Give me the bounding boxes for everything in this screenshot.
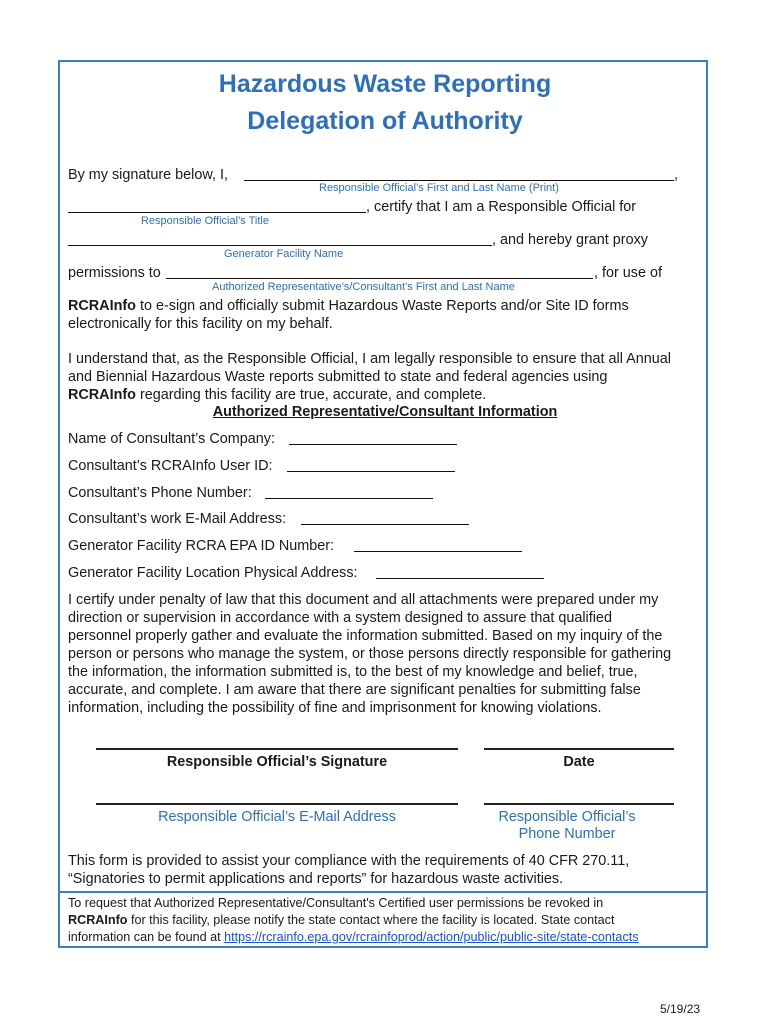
authorized-representative-name-label: Authorized Representative’s/Consultant’s First and Last Name: [212, 281, 515, 293]
phone-number-field[interactable]: [484, 803, 674, 805]
understand-line3-text: regarding this facility are true, accurate, and complete.: [135, 387, 487, 403]
delegation-line1-prefix: By my signature below, I,: [68, 167, 228, 183]
certify-line5: the information, the information submitted is, to the best of my knowledge and belief, true,: [68, 664, 638, 680]
compliance-line2: “Signatories to permit applications and reports” for hazardous waste activities.: [68, 871, 564, 887]
certify-line2: direction or supervision in accordance with a system designed to assure that qualified: [68, 610, 612, 626]
facility-address-field[interactable]: [376, 578, 544, 579]
authorized-representative-name-field[interactable]: [166, 278, 593, 279]
consultant-info-heading: Authorized Representative/Consultant Information: [212, 404, 558, 420]
certify-line6: accurate, and complete. I am aware that there are significant penalties for submitting false: [68, 682, 641, 698]
footer-line2: [68, 912, 614, 929]
consultant-user-id-field[interactable]: [287, 471, 455, 472]
generator-facility-name-label: Generator Facility Name: [224, 248, 344, 260]
form-title-line1: Hazardous Waste Reporting: [218, 70, 552, 98]
rcrainfo-term: RCRAInfo: [68, 298, 136, 314]
form-title-line2: Delegation of Authority: [247, 107, 523, 135]
consultant-company-label: Name of Consultant’s Company:: [68, 431, 275, 447]
responsible-official-name-field[interactable]: [244, 180, 674, 181]
footer-line2-text: for this facility, please notify the state contact where the facility is located. State contact: [127, 913, 615, 927]
certify-line1: I certify under penalty of law that this document and all attachments were prepared under my: [68, 592, 659, 608]
date-stamp: 5/19/23: [660, 1002, 701, 1016]
facility-epa-id-label: Generator Facility RCRA EPA ID Number:: [68, 538, 335, 554]
signature-label: Responsible Official’s Signature: [166, 754, 388, 770]
consultant-company-field[interactable]: [289, 444, 457, 445]
consultant-user-id-label: Consultant’s RCRAInfo User ID:: [68, 458, 273, 474]
consultant-email-label: Consultant’s work E-Mail Address:: [68, 511, 287, 527]
footer-line1: To request that Authorized Representative/Consultant's Certified user permissions be revoked in: [68, 896, 604, 910]
understand-line1: I understand that, as the Responsible Official, I am legally responsible to ensure that all Annual: [68, 351, 671, 367]
phone-label-line1: Responsible Official’s: [498, 809, 636, 825]
delegation-line2-suffix: , certify that I am a Responsible Official for: [366, 199, 637, 215]
certify-line7: information, including the possibility of fine and imprisonment for knowing violations.: [68, 700, 602, 716]
consultant-phone-label: Consultant’s Phone Number:: [68, 485, 252, 501]
delegation-line5-text: to e-sign and officially submit Hazardous Waste Reports and/or Site ID forms: [135, 298, 629, 314]
responsible-official-title-field[interactable]: [68, 212, 366, 213]
rcrainfo-term: RCRAInfo: [68, 913, 128, 927]
understand-line3: [68, 386, 486, 404]
responsible-official-title-label: Responsible Official’s Title: [141, 215, 269, 227]
footer-line3-text: information can be found at: [68, 930, 225, 944]
email-address-field[interactable]: [96, 803, 458, 805]
delegation-line6: electronically for this facility on my behalf.: [68, 316, 333, 332]
understand-line2: and Biennial Hazardous Waste reports submitted to state and federal agencies using: [68, 369, 608, 385]
certify-line4: person or persons who manage the system, or those persons directly responsible for gathering: [68, 646, 672, 662]
delegation-line3-suffix: , and hereby grant proxy: [492, 232, 648, 248]
state-contacts-link[interactable]: https://rcrainfo.epa.gov/rcrainfoprod/action/public/public-site/state-contacts: [224, 930, 639, 944]
delegation-line4-suffix: , for use of: [594, 265, 662, 281]
email-address-label: Responsible Official’s E-Mail Address: [158, 809, 396, 825]
responsible-official-name-label: Responsible Official’s First and Last Name (Print): [319, 182, 559, 194]
footer-divider: [60, 891, 706, 893]
facility-address-label: Generator Facility Location Physical Address:: [68, 565, 358, 581]
facility-epa-id-field[interactable]: [354, 551, 522, 552]
delegation-line1-suffix: ,: [674, 167, 678, 183]
date-field[interactable]: [484, 748, 674, 750]
phone-label-line2: Phone Number: [518, 826, 616, 842]
footer-line3: [68, 929, 639, 946]
consultant-phone-field[interactable]: [265, 498, 433, 499]
delegation-line5: [68, 297, 629, 315]
generator-facility-name-field[interactable]: [68, 245, 492, 246]
delegation-line4-prefix: permissions to: [68, 265, 161, 281]
consultant-email-field[interactable]: [301, 524, 469, 525]
rcrainfo-term: RCRAInfo: [68, 387, 136, 403]
certify-line3: personnel properly gather and evaluate the information submitted. Based on my inquiry of the: [68, 628, 663, 644]
date-label: Date: [563, 754, 595, 770]
compliance-line1: This form is provided to assist your compliance with the requirements of 40 CFR 270.11,: [68, 853, 630, 869]
signature-field[interactable]: [96, 748, 458, 750]
